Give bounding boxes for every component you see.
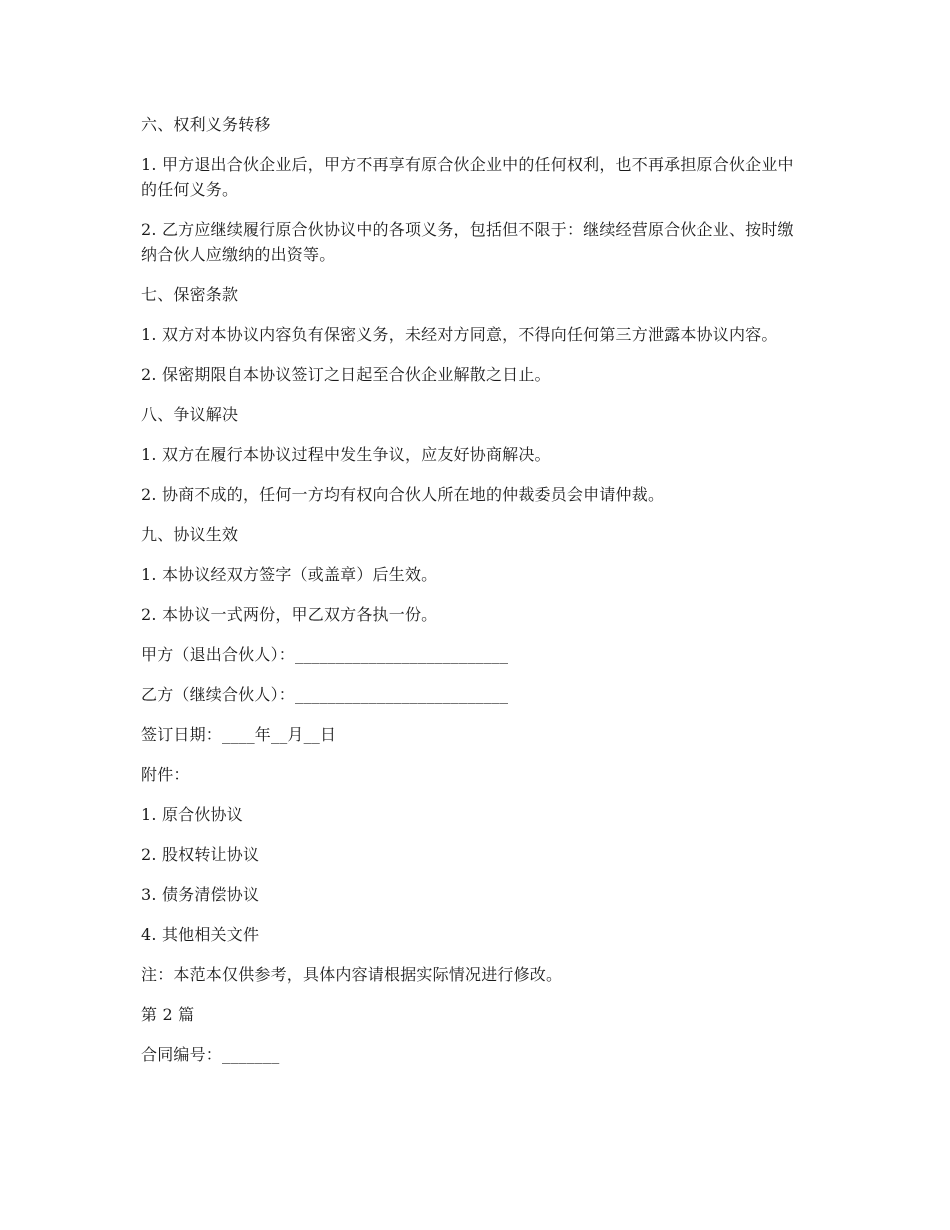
attachment-item: 3. 债务清偿协议 bbox=[141, 885, 260, 904]
clause-text: 2. 协商不成的，任何一方均有权向合伙人所在地的仲裁委员会申请仲裁。 bbox=[141, 485, 665, 504]
clause-text: 1. 甲方退出合伙企业后，甲方不再享有原合伙企业中的任何权利，也不再承担原合伙企业中的任何义务。 bbox=[141, 155, 794, 199]
clause-text: 2. 乙方应继续履行原合伙协议中的各项义务，包括但不限于：继续经营原合伙企业、按时缴纳合伙人应缴纳的出资等。 bbox=[141, 220, 794, 264]
clause-text: 1. 双方在履行本协议过程中发生争议，应友好协商解决。 bbox=[141, 445, 551, 464]
attachment-item: 4. 其他相关文件 bbox=[141, 925, 260, 944]
section-heading-dispute: 八、争议解决 bbox=[141, 405, 239, 424]
attachment-item: 2. 股权转让协议 bbox=[141, 845, 260, 864]
section-heading-effectiveness: 九、协议生效 bbox=[141, 525, 239, 544]
clause-text: 1. 双方对本协议内容负有保密义务，未经对方同意，不得向任何第三方泄露本协议内容。 bbox=[141, 325, 778, 344]
document-body bbox=[141, 112, 809, 1067]
attachment-item: 1. 原合伙协议 bbox=[141, 805, 243, 824]
section-heading-rights-transfer: 六、权利义务转移 bbox=[141, 115, 271, 134]
section-heading-confidentiality: 七、保密条款 bbox=[141, 285, 239, 304]
signing-date: 签订日期：____年__月__日 bbox=[141, 725, 337, 744]
clause-text: 2. 本协议一式两份，甲乙双方各执一份。 bbox=[141, 605, 438, 624]
attachments-heading: 附件： bbox=[141, 765, 190, 784]
clause-text: 1. 本协议经双方签字（或盖章）后生效。 bbox=[141, 565, 438, 584]
contract-number: 合同编号：_______ bbox=[141, 1045, 280, 1064]
part-heading: 第 2 篇 bbox=[141, 1005, 195, 1024]
signature-party-b: 乙方（继续合伙人）：__________________________ bbox=[141, 685, 509, 704]
template-note: 注：本范本仅供参考，具体内容请根据实际情况进行修改。 bbox=[141, 965, 563, 984]
clause-text: 2. 保密期限自本协议签订之日起至合伙企业解散之日止。 bbox=[141, 365, 551, 384]
signature-party-a: 甲方（退出合伙人）：__________________________ bbox=[141, 645, 509, 664]
